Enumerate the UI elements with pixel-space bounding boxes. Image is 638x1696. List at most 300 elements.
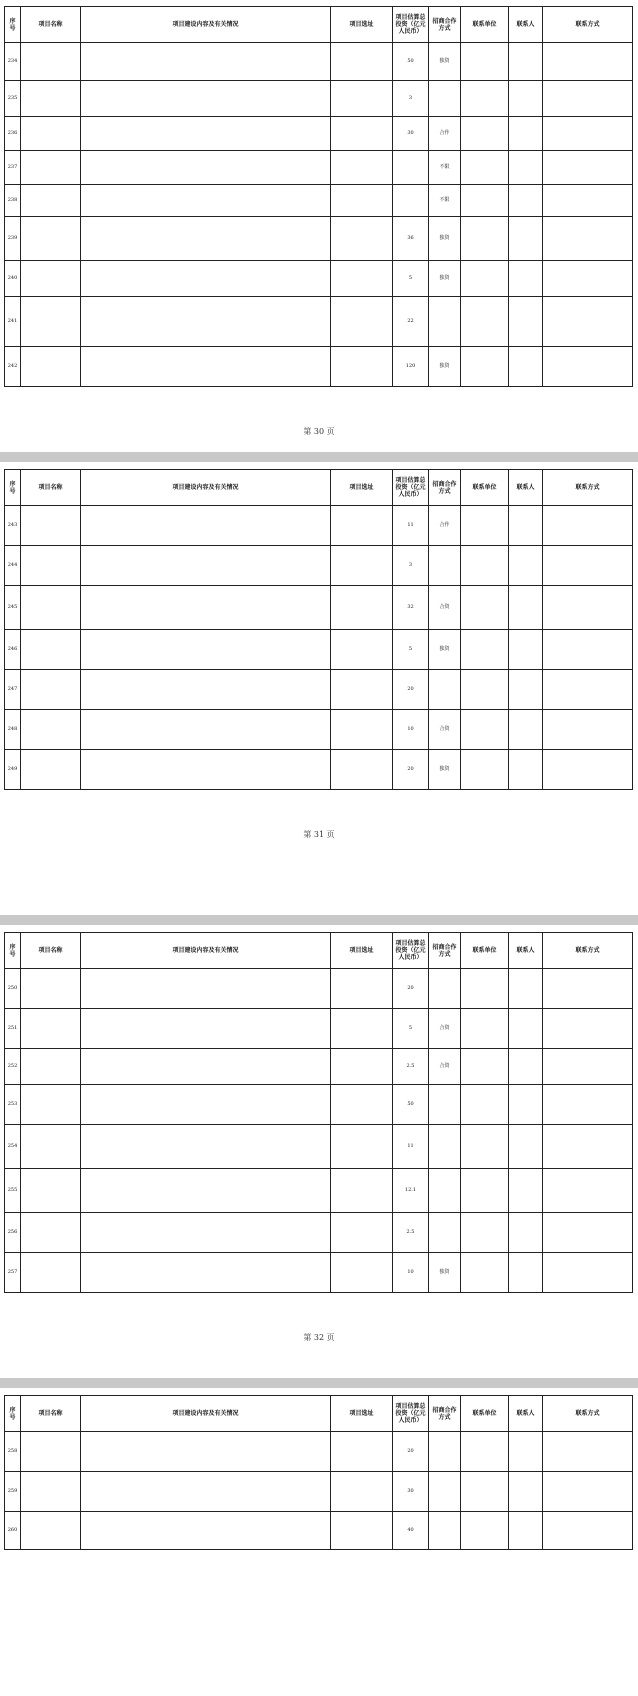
- cell-invest: 50: [393, 1085, 429, 1125]
- cell-invest: 2.5: [393, 1049, 429, 1085]
- table-row: [5, 630, 633, 670]
- cell-no: 253: [5, 1085, 21, 1125]
- cell-content: [81, 347, 331, 387]
- cell-invest: 20: [393, 670, 429, 710]
- table-row: [5, 1169, 633, 1213]
- cell-person: [509, 347, 543, 387]
- cell-site: [331, 185, 393, 217]
- cell-invest: 3: [393, 546, 429, 586]
- cell-mode: 独资: [429, 630, 461, 670]
- cell-contact: [543, 506, 633, 546]
- cell-unit: [461, 586, 509, 630]
- cell-site: [331, 151, 393, 185]
- column-header-no: 序号: [5, 1396, 21, 1432]
- cell-content: [81, 1125, 331, 1169]
- cell-site: [331, 546, 393, 586]
- table-row: [5, 1432, 633, 1472]
- cell-unit: [461, 1009, 509, 1049]
- cell-mode: [429, 1472, 461, 1512]
- cell-no: 254: [5, 1125, 21, 1169]
- cell-content: [81, 1472, 331, 1512]
- cell-invest: [393, 151, 429, 185]
- cell-name: [21, 117, 81, 151]
- cell-no: 255: [5, 1169, 21, 1213]
- table-row: [5, 546, 633, 586]
- cell-site: [331, 117, 393, 151]
- cell-name: [21, 1125, 81, 1169]
- cell-unit: [461, 710, 509, 750]
- cell-name: [21, 710, 81, 750]
- cell-invest: 20: [393, 969, 429, 1009]
- cell-name: [21, 1085, 81, 1125]
- cell-unit: [461, 1472, 509, 1512]
- cell-site: [331, 1213, 393, 1253]
- cell-unit: [461, 1049, 509, 1085]
- cell-mode: 独资: [429, 261, 461, 297]
- page-number: 第 32 页: [303, 1333, 335, 1342]
- cell-unit: [461, 297, 509, 347]
- cell-site: [331, 630, 393, 670]
- cell-person: [509, 1213, 543, 1253]
- cell-mode: 独资: [429, 1253, 461, 1293]
- page-number: 第 31 页: [303, 830, 335, 839]
- column-header-contact: 联系方式: [543, 1396, 633, 1432]
- cell-no: 259: [5, 1472, 21, 1512]
- cell-contact: [543, 117, 633, 151]
- table-row: [5, 1085, 633, 1125]
- cell-unit: [461, 1512, 509, 1550]
- cell-no: 238: [5, 185, 21, 217]
- cell-name: [21, 546, 81, 586]
- table-row: [5, 261, 633, 297]
- cell-mode: [429, 1432, 461, 1472]
- cell-unit: [461, 750, 509, 790]
- cell-mode: [429, 1125, 461, 1169]
- cell-site: [331, 1472, 393, 1512]
- table-row: [5, 670, 633, 710]
- table-row: [5, 750, 633, 790]
- cell-content: [81, 185, 331, 217]
- cell-invest: 12.1: [393, 1169, 429, 1213]
- cell-person: [509, 43, 543, 81]
- cell-name: [21, 969, 81, 1009]
- cell-contact: [543, 1213, 633, 1253]
- cell-contact: [543, 969, 633, 1009]
- cell-mode: 合资: [429, 710, 461, 750]
- cell-no: 248: [5, 710, 21, 750]
- cell-content: [81, 506, 331, 546]
- column-header-name: 项目名称: [21, 7, 81, 43]
- cell-content: [81, 217, 331, 261]
- cell-mode: 独资: [429, 43, 461, 81]
- column-header-contact: 联系方式: [543, 7, 633, 43]
- cell-site: [331, 1253, 393, 1293]
- page-separator: [0, 452, 638, 462]
- cell-content: [81, 1213, 331, 1253]
- cell-mode: [429, 297, 461, 347]
- column-header-unit: 联系单位: [461, 7, 509, 43]
- cell-no: 257: [5, 1253, 21, 1293]
- project-table: [4, 6, 633, 387]
- cell-contact: [543, 1512, 633, 1550]
- cell-mode: 独资: [429, 347, 461, 387]
- column-header-name: 项目名称: [21, 1396, 81, 1432]
- cell-content: [81, 261, 331, 297]
- column-header-site: 项目选址: [331, 470, 393, 506]
- cell-contact: [543, 1009, 633, 1049]
- cell-content: [81, 151, 331, 185]
- cell-unit: [461, 1213, 509, 1253]
- cell-contact: [543, 1253, 633, 1293]
- cell-unit: [461, 546, 509, 586]
- cell-name: [21, 586, 81, 630]
- cell-no: 260: [5, 1512, 21, 1550]
- table-row: [5, 1512, 633, 1550]
- column-header-contact: 联系方式: [543, 933, 633, 969]
- cell-contact: [543, 261, 633, 297]
- cell-content: [81, 750, 331, 790]
- cell-contact: [543, 347, 633, 387]
- cell-person: [509, 261, 543, 297]
- cell-contact: [543, 151, 633, 185]
- table-row: [5, 1253, 633, 1293]
- column-header-content: 项目建设内容及有关情况: [81, 933, 331, 969]
- cell-invest: 5: [393, 1009, 429, 1049]
- cell-site: [331, 217, 393, 261]
- cell-site: [331, 43, 393, 81]
- column-header-invest: 项目估算总投资（亿元人民币）: [393, 470, 429, 506]
- cell-unit: [461, 81, 509, 117]
- cell-content: [81, 1253, 331, 1293]
- cell-person: [509, 710, 543, 750]
- column-header-mode: 招商合作方式: [429, 7, 461, 43]
- table-row: [5, 185, 633, 217]
- cell-name: [21, 151, 81, 185]
- cell-content: [81, 1049, 331, 1085]
- column-header-no: 序号: [5, 7, 21, 43]
- cell-person: [509, 546, 543, 586]
- cell-person: [509, 586, 543, 630]
- cell-content: [81, 43, 331, 81]
- column-header-person: 联系人: [509, 7, 543, 43]
- cell-contact: [543, 1472, 633, 1512]
- column-header-person: 联系人: [509, 470, 543, 506]
- table-row: [5, 347, 633, 387]
- cell-name: [21, 1432, 81, 1472]
- cell-mode: [429, 81, 461, 117]
- cell-name: [21, 1512, 81, 1550]
- cell-contact: [543, 1085, 633, 1125]
- column-header-site: 项目选址: [331, 1396, 393, 1432]
- cell-mode: 合作: [429, 506, 461, 546]
- column-header-person: 联系人: [509, 933, 543, 969]
- cell-no: 234: [5, 43, 21, 81]
- cell-person: [509, 81, 543, 117]
- cell-invest: 40: [393, 1512, 429, 1550]
- cell-content: [81, 1512, 331, 1550]
- cell-unit: [461, 506, 509, 546]
- cell-unit: [461, 151, 509, 185]
- cell-content: [81, 630, 331, 670]
- table-row: [5, 1213, 633, 1253]
- cell-site: [331, 1009, 393, 1049]
- cell-no: 258: [5, 1432, 21, 1472]
- table-row: [5, 1125, 633, 1169]
- column-header-invest: 项目估算总投资（亿元人民币）: [393, 7, 429, 43]
- cell-unit: [461, 347, 509, 387]
- cell-site: [331, 1169, 393, 1213]
- column-header-unit: 联系单位: [461, 470, 509, 506]
- column-header-mode: 招商合作方式: [429, 1396, 461, 1432]
- cell-invest: 5: [393, 261, 429, 297]
- column-header-invest: 项目估算总投资（亿元人民币）: [393, 1396, 429, 1432]
- cell-name: [21, 1169, 81, 1213]
- cell-content: [81, 710, 331, 750]
- table-row: [5, 506, 633, 546]
- cell-unit: [461, 261, 509, 297]
- cell-person: [509, 1169, 543, 1213]
- cell-content: [81, 81, 331, 117]
- table-row: [5, 710, 633, 750]
- cell-unit: [461, 217, 509, 261]
- cell-content: [81, 1085, 331, 1125]
- cell-mode: 不限: [429, 151, 461, 185]
- cell-mode: [429, 546, 461, 586]
- cell-name: [21, 1213, 81, 1253]
- cell-contact: [543, 185, 633, 217]
- cell-name: [21, 297, 81, 347]
- cell-content: [81, 670, 331, 710]
- cell-site: [331, 710, 393, 750]
- cell-site: [331, 670, 393, 710]
- cell-unit: [461, 185, 509, 217]
- cell-person: [509, 185, 543, 217]
- cell-content: [81, 117, 331, 151]
- cell-mode: 合资: [429, 1009, 461, 1049]
- cell-content: [81, 969, 331, 1009]
- cell-name: [21, 1009, 81, 1049]
- cell-contact: [543, 670, 633, 710]
- cell-no: 236: [5, 117, 21, 151]
- cell-person: [509, 1009, 543, 1049]
- cell-invest: 2.5: [393, 1213, 429, 1253]
- document-page: [0, 6, 638, 387]
- cell-invest: 20: [393, 750, 429, 790]
- cell-name: [21, 750, 81, 790]
- project-table: [4, 1395, 633, 1550]
- cell-contact: [543, 1049, 633, 1085]
- cell-no: 252: [5, 1049, 21, 1085]
- cell-person: [509, 1512, 543, 1550]
- cell-mode: [429, 1213, 461, 1253]
- cell-content: [81, 297, 331, 347]
- cell-contact: [543, 586, 633, 630]
- cell-site: [331, 506, 393, 546]
- cell-unit: [461, 1125, 509, 1169]
- cell-invest: [393, 185, 429, 217]
- column-header-site: 项目选址: [331, 7, 393, 43]
- cell-mode: [429, 1085, 461, 1125]
- cell-contact: [543, 1169, 633, 1213]
- cell-content: [81, 1169, 331, 1213]
- table-row: [5, 217, 633, 261]
- cell-site: [331, 1125, 393, 1169]
- cell-site: [331, 297, 393, 347]
- cell-invest: 11: [393, 506, 429, 546]
- cell-mode: [429, 1169, 461, 1213]
- cell-invest: 20: [393, 1432, 429, 1472]
- cell-person: [509, 750, 543, 790]
- column-header-unit: 联系单位: [461, 1396, 509, 1432]
- cell-person: [509, 630, 543, 670]
- cell-name: [21, 630, 81, 670]
- cell-unit: [461, 117, 509, 151]
- cell-name: [21, 81, 81, 117]
- document-page: [0, 469, 638, 790]
- table-row: [5, 117, 633, 151]
- cell-name: [21, 217, 81, 261]
- cell-mode: [429, 969, 461, 1009]
- cell-no: 244: [5, 546, 21, 586]
- cell-contact: [543, 710, 633, 750]
- cell-person: [509, 506, 543, 546]
- cell-invest: 22: [393, 297, 429, 347]
- cell-mode: 独资: [429, 750, 461, 790]
- cell-no: 246: [5, 630, 21, 670]
- document-page: [0, 932, 638, 1293]
- cell-no: 249: [5, 750, 21, 790]
- cell-unit: [461, 1169, 509, 1213]
- table-row: [5, 586, 633, 630]
- cell-contact: [543, 217, 633, 261]
- cell-mode: 合资: [429, 1049, 461, 1085]
- project-table: [4, 932, 633, 1293]
- document-page: [0, 1395, 638, 1550]
- cell-invest: 11: [393, 1125, 429, 1169]
- table-row: [5, 297, 633, 347]
- cell-no: 245: [5, 586, 21, 630]
- cell-contact: [543, 546, 633, 586]
- table-row: [5, 1472, 633, 1512]
- column-header-contact: 联系方式: [543, 470, 633, 506]
- cell-content: [81, 546, 331, 586]
- cell-site: [331, 1049, 393, 1085]
- cell-person: [509, 117, 543, 151]
- cell-site: [331, 969, 393, 1009]
- cell-invest: 120: [393, 347, 429, 387]
- cell-invest: 10: [393, 1253, 429, 1293]
- cell-unit: [461, 1253, 509, 1293]
- column-header-mode: 招商合作方式: [429, 470, 461, 506]
- cell-site: [331, 586, 393, 630]
- cell-name: [21, 1049, 81, 1085]
- page-separator: [0, 1378, 638, 1388]
- cell-contact: [543, 81, 633, 117]
- cell-name: [21, 670, 81, 710]
- column-header-content: 项目建设内容及有关情况: [81, 1396, 331, 1432]
- cell-no: 250: [5, 969, 21, 1009]
- column-header-invest: 项目估算总投资（亿元人民币）: [393, 933, 429, 969]
- cell-name: [21, 185, 81, 217]
- cell-person: [509, 1472, 543, 1512]
- table-header-row: [5, 1396, 633, 1432]
- cell-contact: [543, 1432, 633, 1472]
- cell-person: [509, 670, 543, 710]
- cell-contact: [543, 1125, 633, 1169]
- cell-unit: [461, 969, 509, 1009]
- cell-mode: 不限: [429, 185, 461, 217]
- cell-person: [509, 217, 543, 261]
- cell-unit: [461, 670, 509, 710]
- cell-name: [21, 43, 81, 81]
- cell-no: 240: [5, 261, 21, 297]
- cell-unit: [461, 630, 509, 670]
- page-separator: [0, 915, 638, 925]
- cell-content: [81, 586, 331, 630]
- cell-contact: [543, 630, 633, 670]
- table-row: [5, 1009, 633, 1049]
- cell-no: 237: [5, 151, 21, 185]
- cell-contact: [543, 297, 633, 347]
- column-header-name: 项目名称: [21, 933, 81, 969]
- column-header-content: 项目建设内容及有关情况: [81, 7, 331, 43]
- cell-site: [331, 1512, 393, 1550]
- column-header-content: 项目建设内容及有关情况: [81, 470, 331, 506]
- table-row: [5, 151, 633, 185]
- cell-no: 239: [5, 217, 21, 261]
- cell-no: 243: [5, 506, 21, 546]
- cell-person: [509, 1085, 543, 1125]
- cell-person: [509, 1049, 543, 1085]
- table-header-row: [5, 933, 633, 969]
- cell-mode: 合资: [429, 586, 461, 630]
- table-header-row: [5, 470, 633, 506]
- cell-invest: 10: [393, 710, 429, 750]
- table-row: [5, 43, 633, 81]
- cell-person: [509, 1125, 543, 1169]
- cell-invest: 5: [393, 630, 429, 670]
- cell-invest: 36: [393, 217, 429, 261]
- cell-unit: [461, 1085, 509, 1125]
- cell-person: [509, 1253, 543, 1293]
- cell-no: 242: [5, 347, 21, 387]
- cell-site: [331, 81, 393, 117]
- column-header-no: 序号: [5, 470, 21, 506]
- cell-person: [509, 151, 543, 185]
- cell-name: [21, 1472, 81, 1512]
- cell-mode: 独资: [429, 217, 461, 261]
- column-header-name: 项目名称: [21, 470, 81, 506]
- cell-site: [331, 750, 393, 790]
- cell-unit: [461, 43, 509, 81]
- cell-content: [81, 1432, 331, 1472]
- cell-person: [509, 1432, 543, 1472]
- column-header-no: 序号: [5, 933, 21, 969]
- cell-contact: [543, 750, 633, 790]
- column-header-unit: 联系单位: [461, 933, 509, 969]
- cell-name: [21, 506, 81, 546]
- table-row: [5, 81, 633, 117]
- cell-no: 241: [5, 297, 21, 347]
- table-row: [5, 969, 633, 1009]
- page-number: 第 30 页: [303, 427, 335, 436]
- cell-site: [331, 1432, 393, 1472]
- cell-no: 235: [5, 81, 21, 117]
- cell-mode: [429, 670, 461, 710]
- cell-name: [21, 261, 81, 297]
- cell-invest: 32: [393, 586, 429, 630]
- cell-content: [81, 1009, 331, 1049]
